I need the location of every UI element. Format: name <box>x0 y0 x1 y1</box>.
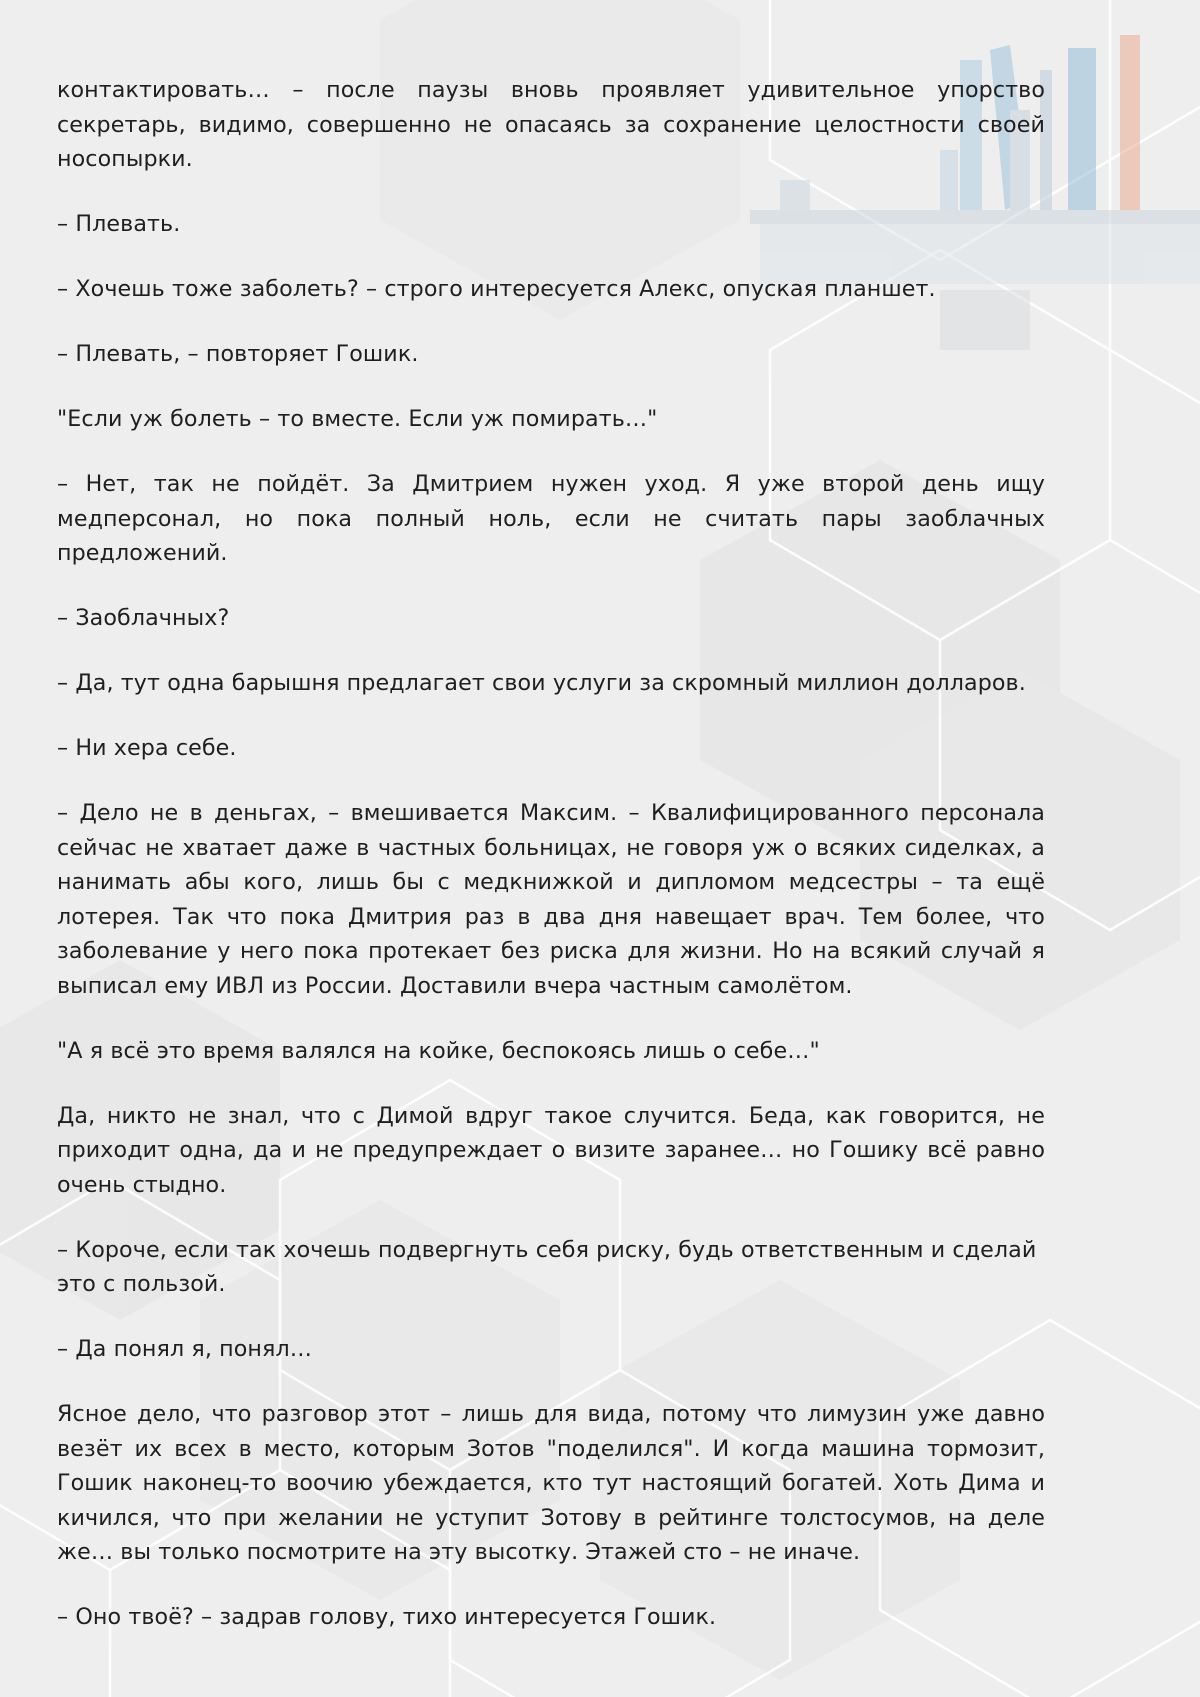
paragraph: – Нет, так не пойдёт. За Дмитрием нужен уход. Я уже второй день ищу медперсонал, но пока полный ноль, если не считать пары заоблачных предложений. <box>57 471 1045 566</box>
paragraph: – Ни хера себе. <box>57 735 237 761</box>
paragraph: – Да, тут одна барышня предлагает свои услуги за скромный миллион долларов. <box>57 670 1026 696</box>
paragraph: контактировать… – после паузы вновь проявляет удивительное упорство секретарь, видимо, совершенно не опасаясь за сохранение целостности своей носопырки. <box>57 77 1045 172</box>
paragraph: – Плевать, – повторяет Гошик. <box>57 341 419 367</box>
paragraph: – Плевать. <box>57 211 181 237</box>
paragraph: – Заоблачных? <box>57 605 230 631</box>
paragraph: Ясное дело, что разговор этот – лишь для вида, потому что лимузин уже давно везёт их всех в место, которым Зотов "поделился". И когда машина тормозит, Гошик наконец-то воочию убеждается, кто тут настоящий богатей. Хоть Дима и кичился, что при желании не уступит Зотову в рейтинге толстосумов, на деле же… вы только посмотрите на эту высотку. Этажей сто – не иначе. <box>57 1401 1045 1565</box>
paragraph: – Хочешь тоже заболеть? – строго интересуется Алекс, опуская планшет. <box>57 276 936 302</box>
document-page <box>57 73 1045 1665</box>
paragraph: – Оно твоё? – задрав голову, тихо интересуется Гошик. <box>57 1604 717 1630</box>
paragraph: "А я всё это время валялся на койке, беспокоясь лишь о себе…" <box>57 1037 820 1064</box>
paragraph: Да, никто не знал, что с Димой вдруг такое случится. Беда, как говорится, не приходит одна, да и не предупреждает о визите заранее… но Гошику всё равно очень стыдно. <box>57 1102 1045 1198</box>
paragraph: – Да понял я, понял… <box>57 1336 313 1362</box>
paragraph: – Короче, если так хочешь подвергнуть себя риску, будь ответственным и сделай это с пользой. <box>57 1236 1037 1297</box>
paragraph: "Если уж болеть – то вместе. Если уж помирать…" <box>57 406 658 432</box>
paragraph: – Дело не в деньгах, – вмешивается Максим. – Квалифицированного персонала сейчас не хватает даже в частных больницах, не говоря уж о всяких сиделках, а нанимать абы кого, лишь бы с медкнижкой и дипломом медсестры – та ещё лотерея. Так что пока Дмитрия раз в два дня навещает врач. Тем более, что заболевание у него пока протекает без риска для жизни. Но на всякий случай я выписал ему ИВЛ из России. Доставили вчера частным самолётом. <box>57 800 1045 999</box>
